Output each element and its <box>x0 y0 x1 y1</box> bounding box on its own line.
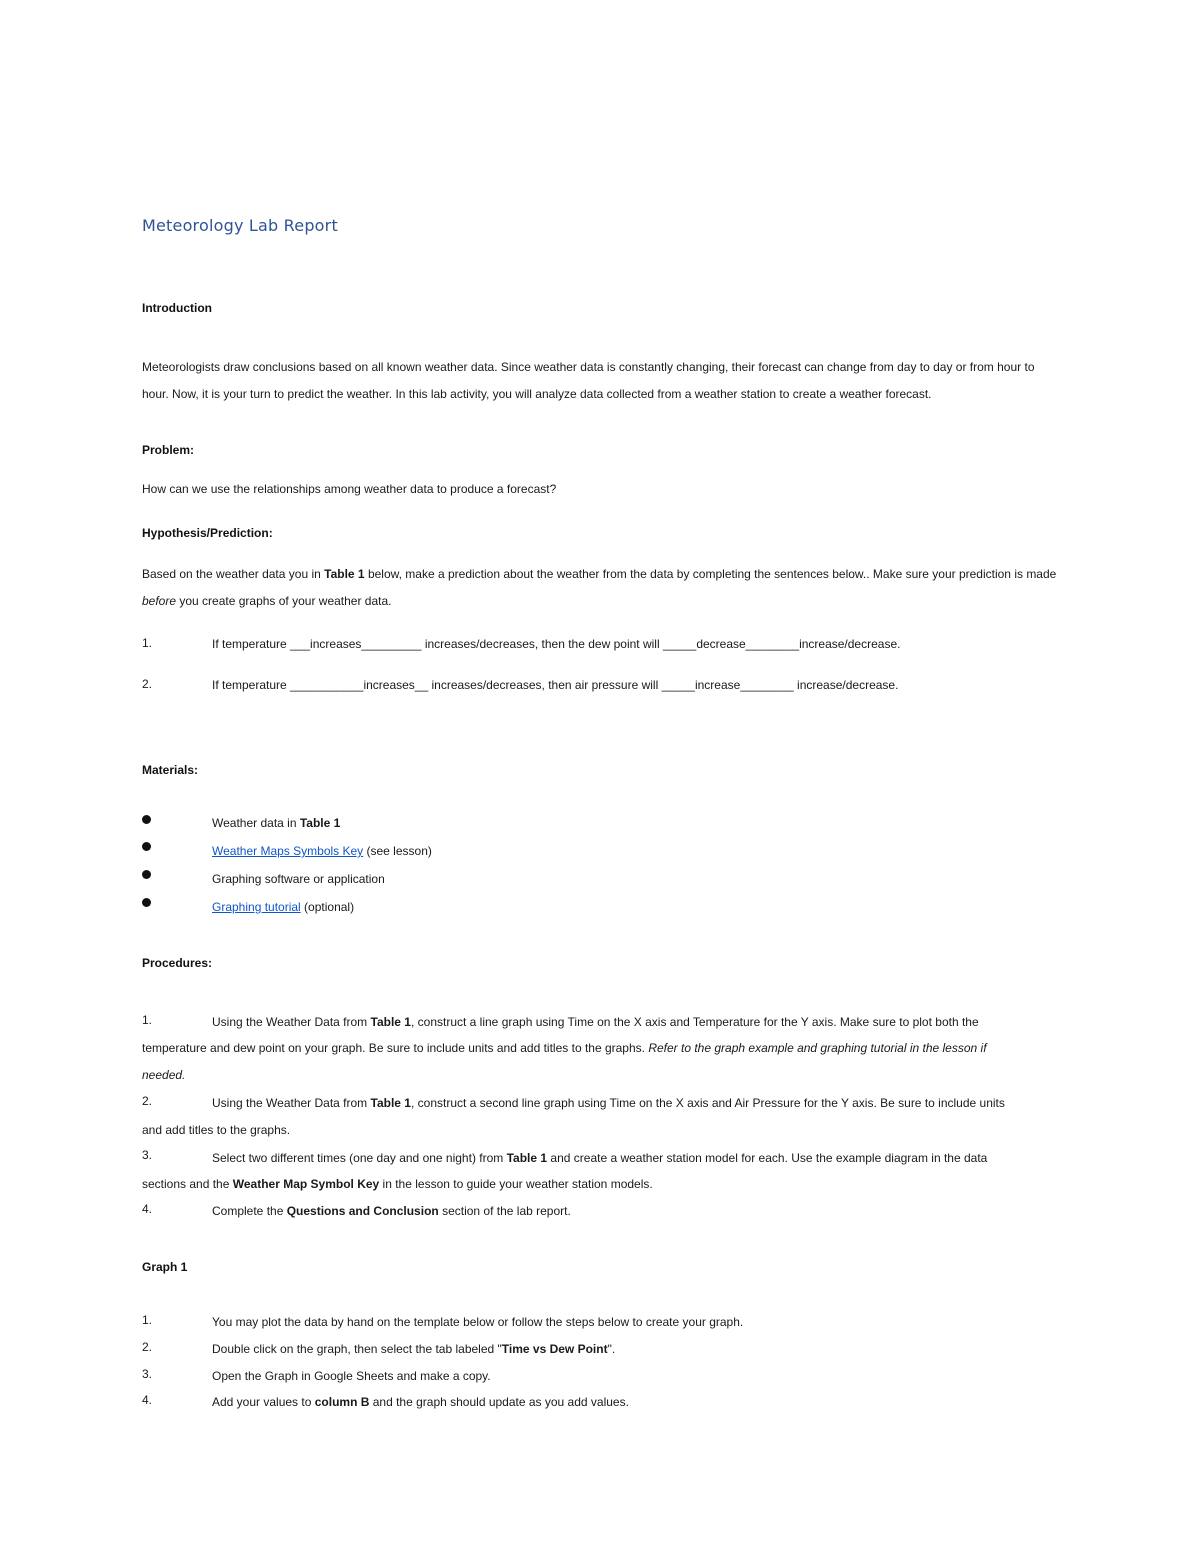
material-item-weather-data: Weather data in Table 1 <box>212 816 341 830</box>
introduction-heading: Introduction <box>142 301 212 315</box>
prediction-1-number: 1. <box>142 636 153 650</box>
hypothesis-intro: Based on the weather data you in Table 1 below, make a prediction about the weather from the data by completing the sentences below.. Make sure your prediction is made before you create graphs of your weather data. <box>142 567 1057 608</box>
problem-heading: Problem: <box>142 443 195 457</box>
graph1-step-4-text: Add your values to column B and the graph should update as you add values. <box>212 1395 629 1409</box>
introduction-text: Meteorologists draw conclusions based on all known weather data. Since weather data is constantly changing, their forecast can change from day to day or from hour to hour. Now, it is your turn to predict the weather. In this lab activity, you will analyze data collected from a weather station to create a weather forecast. <box>142 360 1035 401</box>
prediction-1-text: If temperature ___increases_________ increases/decreases, then the dew point will _____decrease________increase/decrease. <box>212 637 901 651</box>
hypothesis-heading: Hypothesis/Prediction: <box>142 526 273 540</box>
page-title: Meteorology Lab Report <box>142 216 338 235</box>
bullet-icon <box>142 842 151 851</box>
material-item-graphing-software: Graphing software or application <box>212 872 385 886</box>
graph1-heading: Graph 1 <box>142 1260 188 1274</box>
problem-text: How can we use the relationships among weather data to produce a forecast? <box>142 482 557 496</box>
graph1-step-2-number: 2. <box>142 1340 153 1354</box>
graph1-step-3-text: Open the Graph in Google Sheets and make a copy. <box>212 1369 491 1383</box>
prediction-2-text: If temperature ___________increases__ increases/decreases, then air pressure will _____increase________ increase/decrease. <box>212 678 899 692</box>
procedure-2-number: 2. <box>142 1094 153 1108</box>
procedure-3-line2: sections and the Weather Map Symbol Key in the lesson to guide your weather station models. <box>142 1177 653 1191</box>
procedure-3-number: 3. <box>142 1148 153 1162</box>
bullet-icon <box>142 815 151 824</box>
bullet-icon <box>142 898 151 907</box>
procedure-1-text: Using the Weather Data from Table 1, construct a line graph using Time on the X axis and Temperature for the Y axis. Make sure to plot both the <box>212 1015 979 1029</box>
procedure-2-line2: and add titles to the graphs. <box>142 1123 291 1137</box>
procedure-3-text: Select two different times (one day and one night) from Table 1 and create a weather station model for each. Use the example diagram in the data <box>212 1151 988 1165</box>
prediction-2-number: 2. <box>142 677 153 691</box>
procedure-1-line2: temperature and dew point on your graph. Be sure to include units and add titles to the graphs. Refer to the graph example and graphing tutorial in the lesson if <box>142 1041 987 1055</box>
materials-heading: Materials: <box>142 763 199 777</box>
procedure-2-text: Using the Weather Data from Table 1, construct a second line graph using Time on the X axis and Air Pressure for the Y axis. Be sure to include units <box>212 1096 1005 1110</box>
material-item-graphing-tutorial: Graphing tutorial (optional) <box>212 900 355 914</box>
graph1-step-1-text: You may plot the data by hand on the template below or follow the steps below to create your graph. <box>212 1315 744 1329</box>
weather-maps-symbols-key-link[interactable]: Weather Maps Symbols Key <box>212 844 364 858</box>
bullet-icon <box>142 870 151 879</box>
graph1-step-3-number: 3. <box>142 1367 153 1381</box>
graph1-step-4-number: 4. <box>142 1393 153 1407</box>
procedure-4-text: Complete the Questions and Conclusion section of the lab report. <box>212 1204 571 1218</box>
graph1-step-1-number: 1. <box>142 1313 153 1327</box>
procedure-4-number: 4. <box>142 1202 153 1216</box>
procedure-1-line3: needed. <box>142 1068 186 1082</box>
procedure-1-number: 1. <box>142 1013 153 1027</box>
graphing-tutorial-link[interactable]: Graphing tutorial <box>212 900 301 914</box>
procedures-heading: Procedures: <box>142 956 213 970</box>
graph1-step-2-text: Double click on the graph, then select the tab labeled "Time vs Dew Point". <box>212 1342 616 1356</box>
material-item-symbols-key: Weather Maps Symbols Key (see lesson) <box>212 844 432 858</box>
